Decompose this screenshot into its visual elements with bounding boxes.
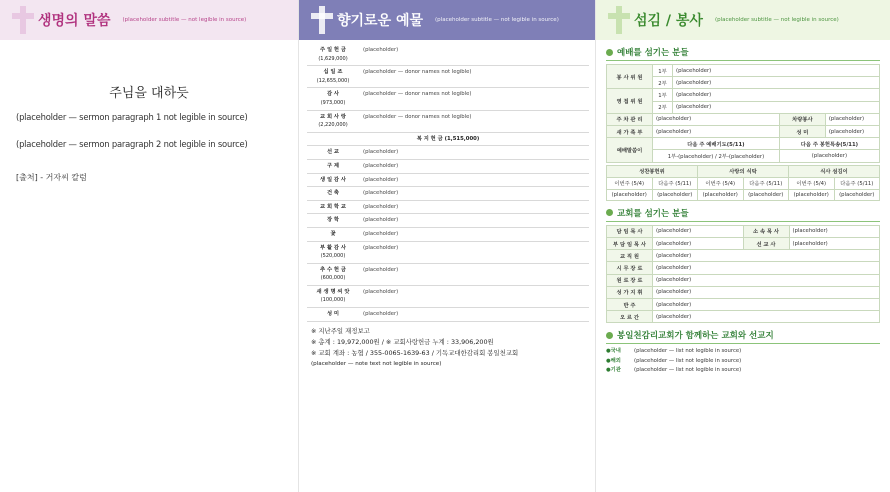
table-cell: 2부	[653, 101, 673, 113]
table-cell: (placeholder)	[607, 189, 653, 200]
list-item: ●기관 (placeholder — list not legible in source)	[606, 367, 742, 374]
table-cell: (placeholder)	[653, 299, 880, 311]
table-cell: (placeholder)	[825, 125, 879, 137]
table-cell: 주 차 관 리	[607, 113, 653, 125]
table-cell: 2부	[653, 77, 673, 89]
donor-names: (placeholder)	[363, 311, 399, 318]
section-mission-partners: 봉일천감리교회가 함께하는 교회와 선교지	[606, 329, 880, 344]
cross-icon	[311, 6, 333, 34]
bullet-icon	[606, 332, 613, 339]
table-cell: 봉 사 위 원	[607, 65, 653, 89]
donor-names: (placeholder — donor names not legible)	[363, 91, 472, 98]
sermon-paragraph-1: (placeholder — sermon paragraph 1 not legible in source)	[16, 112, 248, 122]
table-cell: (placeholder)	[779, 150, 879, 162]
table-row	[307, 242, 589, 264]
donor-names: (placeholder)	[363, 266, 399, 273]
donor-names: (placeholder)	[363, 230, 399, 237]
cross-icon	[608, 6, 630, 34]
table-row	[607, 113, 880, 125]
category-amount: (1,629,000)	[318, 55, 348, 62]
table-cell: 예배말씀이	[607, 138, 653, 162]
table-cell: 차량봉사	[779, 113, 825, 125]
table-row	[307, 88, 589, 110]
category-label: 십 일 조	[323, 69, 343, 76]
finance-line: ※ 교회 계좌 : 농협 / 355-0065-1639-63 / 기독교대한감리회 봉일천교회	[311, 348, 519, 357]
category-label: 추 수 헌 금	[320, 266, 346, 273]
category-amount: (600,000)	[320, 275, 346, 282]
table-cell: 다음주 (5/11)	[743, 177, 789, 189]
table-cell: 1부	[653, 65, 673, 77]
offering-category	[307, 288, 359, 305]
category-label: 새 생 명 씨 앗	[316, 288, 350, 295]
bullet-icon	[606, 209, 613, 216]
offering-category	[307, 162, 359, 171]
category-label: 주 일 헌 금	[320, 47, 346, 53]
service-panel	[596, 0, 890, 492]
offering-category	[307, 203, 359, 212]
table-cell: 이번주 (5/4)	[698, 177, 744, 189]
table-cell: 이번주 (5/4)	[607, 177, 653, 189]
donor-names: (placeholder)	[363, 217, 399, 224]
section-worship-servants: 예배를 섬기는 분들	[606, 46, 880, 61]
table-row	[607, 138, 880, 150]
table-cell: 담 임 목 사	[607, 225, 653, 237]
table-cell: 오 르 간	[607, 311, 653, 323]
table-cell: 영 접 위 원	[607, 89, 653, 113]
sermon-header	[0, 0, 298, 40]
table-row	[307, 160, 589, 174]
table-cell: (placeholder)	[825, 113, 879, 125]
table-row	[307, 174, 589, 188]
offering-category	[307, 148, 359, 157]
offering-subtitle: (placeholder subtitle — not legible in source)	[435, 16, 559, 23]
offering-category	[307, 266, 359, 283]
donor-names: (placeholder)	[363, 203, 399, 210]
table-cell: (placeholder)	[652, 189, 698, 200]
worship-duty-table	[606, 64, 880, 163]
table-cell: 사랑의 식탁	[698, 165, 789, 177]
table-cell: (placeholder)	[653, 311, 880, 323]
offering-category	[307, 113, 359, 130]
table-cell: (placeholder)	[673, 65, 880, 77]
sermon-body	[0, 82, 298, 183]
table-row	[307, 111, 589, 133]
table-cell: 이번주 (5/4)	[789, 177, 835, 189]
table-cell: (placeholder)	[673, 101, 880, 113]
section-church-staff: 교회를 섬기는 분들	[606, 207, 880, 222]
offering-category	[307, 216, 359, 225]
sermon-panel	[0, 0, 298, 492]
table-cell: (placeholder)	[743, 189, 789, 200]
table-row	[607, 311, 880, 323]
sermon-paragraph-2: (placeholder — sermon paragraph 2 not legible in source)	[16, 138, 248, 149]
table-cell: (placeholder)	[698, 189, 744, 200]
table-cell: 다음주 (5/11)	[834, 177, 880, 189]
category-label: 장 학	[326, 217, 340, 224]
table-cell: (placeholder)	[653, 286, 880, 298]
table-cell: 다음 주 예배기도(5/11)	[653, 138, 780, 150]
table-row	[607, 125, 880, 137]
offering-subheading: 복 지 헌 금 (1,515,000)	[307, 133, 589, 147]
category-label: 성 미	[326, 311, 340, 318]
table-row	[307, 264, 589, 286]
table-cell: 식사 섬김이	[789, 165, 880, 177]
category-label: 생 일 감 사	[320, 176, 346, 183]
service-subtitle: (placeholder subtitle — not legible in source)	[714, 16, 839, 23]
table-row	[607, 177, 880, 189]
table-cell: 원 로 장 로	[607, 274, 653, 286]
category-amount: (973,000)	[320, 99, 346, 106]
sermon-title: 생명의 말씀	[38, 13, 111, 29]
offering-title: 향기로운 예물	[337, 13, 424, 29]
offering-category	[307, 68, 359, 85]
offering-category	[307, 230, 359, 239]
category-label: 교 회 학 교	[320, 203, 346, 210]
offering-category	[307, 90, 359, 107]
donor-names: (placeholder — donor names not legible)	[363, 113, 472, 120]
meal-duty-table	[606, 165, 880, 201]
sermon-subtitle: (placeholder subtitle — not legible in source)	[122, 16, 247, 23]
mission-list	[606, 347, 880, 375]
table-cell: (placeholder)	[653, 225, 744, 237]
offering-panel	[298, 0, 596, 492]
table-row	[307, 201, 589, 215]
table-row	[607, 89, 880, 101]
category-amount: (2,220,000)	[318, 122, 348, 129]
table-cell: (placeholder)	[653, 274, 880, 286]
offering-category	[307, 244, 359, 261]
table-row	[607, 189, 880, 200]
table-row	[307, 187, 589, 201]
table-cell: 성찬봉헌위	[607, 165, 698, 177]
table-cell: (placeholder)	[673, 89, 880, 101]
table-row	[607, 274, 880, 286]
category-label: 건 축	[326, 190, 340, 197]
table-row	[307, 286, 589, 308]
finance-report	[307, 326, 589, 370]
table-cell: (placeholder)	[673, 77, 880, 89]
table-cell: 선 교 사	[743, 238, 789, 250]
table-row	[607, 65, 880, 77]
category-amount: (520,000)	[320, 253, 346, 260]
offering-category	[307, 176, 359, 185]
donor-names: (placeholder)	[363, 162, 399, 169]
category-label: 부 활 감 사	[320, 244, 346, 251]
table-cell: (placeholder)	[834, 189, 880, 200]
category-label: 꽃	[330, 230, 336, 237]
table-cell: 성 미	[779, 125, 825, 137]
table-row	[307, 66, 589, 88]
finance-line: ※ 지난주일 재정보고	[311, 326, 370, 335]
table-row	[607, 225, 880, 237]
table-row	[307, 146, 589, 160]
donor-names: (placeholder)	[363, 176, 399, 183]
table-row	[307, 44, 589, 66]
offering-category	[307, 310, 359, 319]
category-label: 선 교	[326, 149, 340, 156]
table-cell: 부 담 임 목 사	[607, 238, 653, 250]
list-item: ●해외 (placeholder — list not legible in source)	[606, 357, 742, 364]
table-cell: (placeholder)	[653, 113, 780, 125]
table-cell: 1부-(placeholder) / 2부-(placeholder)	[653, 150, 780, 162]
table-cell: 시 무 장 로	[607, 262, 653, 274]
finance-line: ※ 총계 : 19,972,000원 / ※ 교회사랑헌금 누계 : 33,906,200원	[311, 337, 494, 346]
table-row	[607, 262, 880, 274]
bullet-icon	[606, 49, 613, 56]
table-cell: 다음 주 봉헌특송(5/11)	[779, 138, 879, 150]
table-cell: (placeholder)	[789, 225, 880, 237]
category-label: 구 제	[326, 162, 340, 169]
table-row	[307, 214, 589, 228]
category-label: 감 사	[326, 91, 340, 98]
category-amount: (12,655,000)	[316, 77, 350, 84]
offering-category	[307, 46, 359, 63]
sermon-source: [출처] - 거자씨 칼럼	[16, 173, 87, 183]
donor-names: (placeholder)	[363, 244, 399, 251]
table-row	[607, 238, 880, 250]
donor-names: (placeholder)	[363, 47, 399, 53]
table-cell: (placeholder)	[789, 238, 880, 250]
donor-names: (placeholder)	[363, 149, 399, 156]
table-cell: 소 속 목 사	[743, 225, 789, 237]
table-cell: 새 가 족 부	[607, 125, 653, 137]
staff-table	[606, 225, 880, 324]
table-cell: 교 직 원	[607, 250, 653, 262]
table-cell: (placeholder)	[789, 189, 835, 200]
finance-line: (placeholder — note text not legible in source)	[311, 360, 442, 367]
table-cell: (placeholder)	[653, 125, 780, 137]
offering-list	[307, 44, 589, 370]
donor-names: (placeholder)	[363, 190, 399, 197]
table-row	[607, 299, 880, 311]
table-cell: 1부	[653, 89, 673, 101]
table-cell: 반 주	[607, 299, 653, 311]
category-amount: (100,000)	[320, 297, 346, 304]
table-row	[607, 286, 880, 298]
table-cell: (placeholder)	[653, 262, 880, 274]
offering-category	[307, 189, 359, 198]
service-header	[596, 0, 890, 40]
category-label: 교 회 사 랑	[320, 113, 346, 120]
table-row	[607, 250, 880, 262]
table-row	[607, 165, 880, 177]
list-item: ●국내 (placeholder — list not legible in source)	[606, 348, 742, 355]
table-cell: (placeholder)	[653, 238, 744, 250]
table-row	[307, 228, 589, 242]
offering-header	[299, 0, 595, 40]
table-cell: (placeholder)	[653, 250, 880, 262]
cross-icon	[12, 6, 34, 34]
donor-names: (placeholder — donor names not legible)	[363, 69, 472, 76]
service-title: 섬김 / 봉사	[634, 13, 703, 29]
table-cell: 다음주 (5/11)	[652, 177, 698, 189]
table-row	[307, 308, 589, 322]
table-cell: 성 가 지 휘	[607, 286, 653, 298]
sermon-heading: 주님을 대하듯	[109, 86, 189, 101]
donor-names: (placeholder)	[363, 288, 399, 295]
